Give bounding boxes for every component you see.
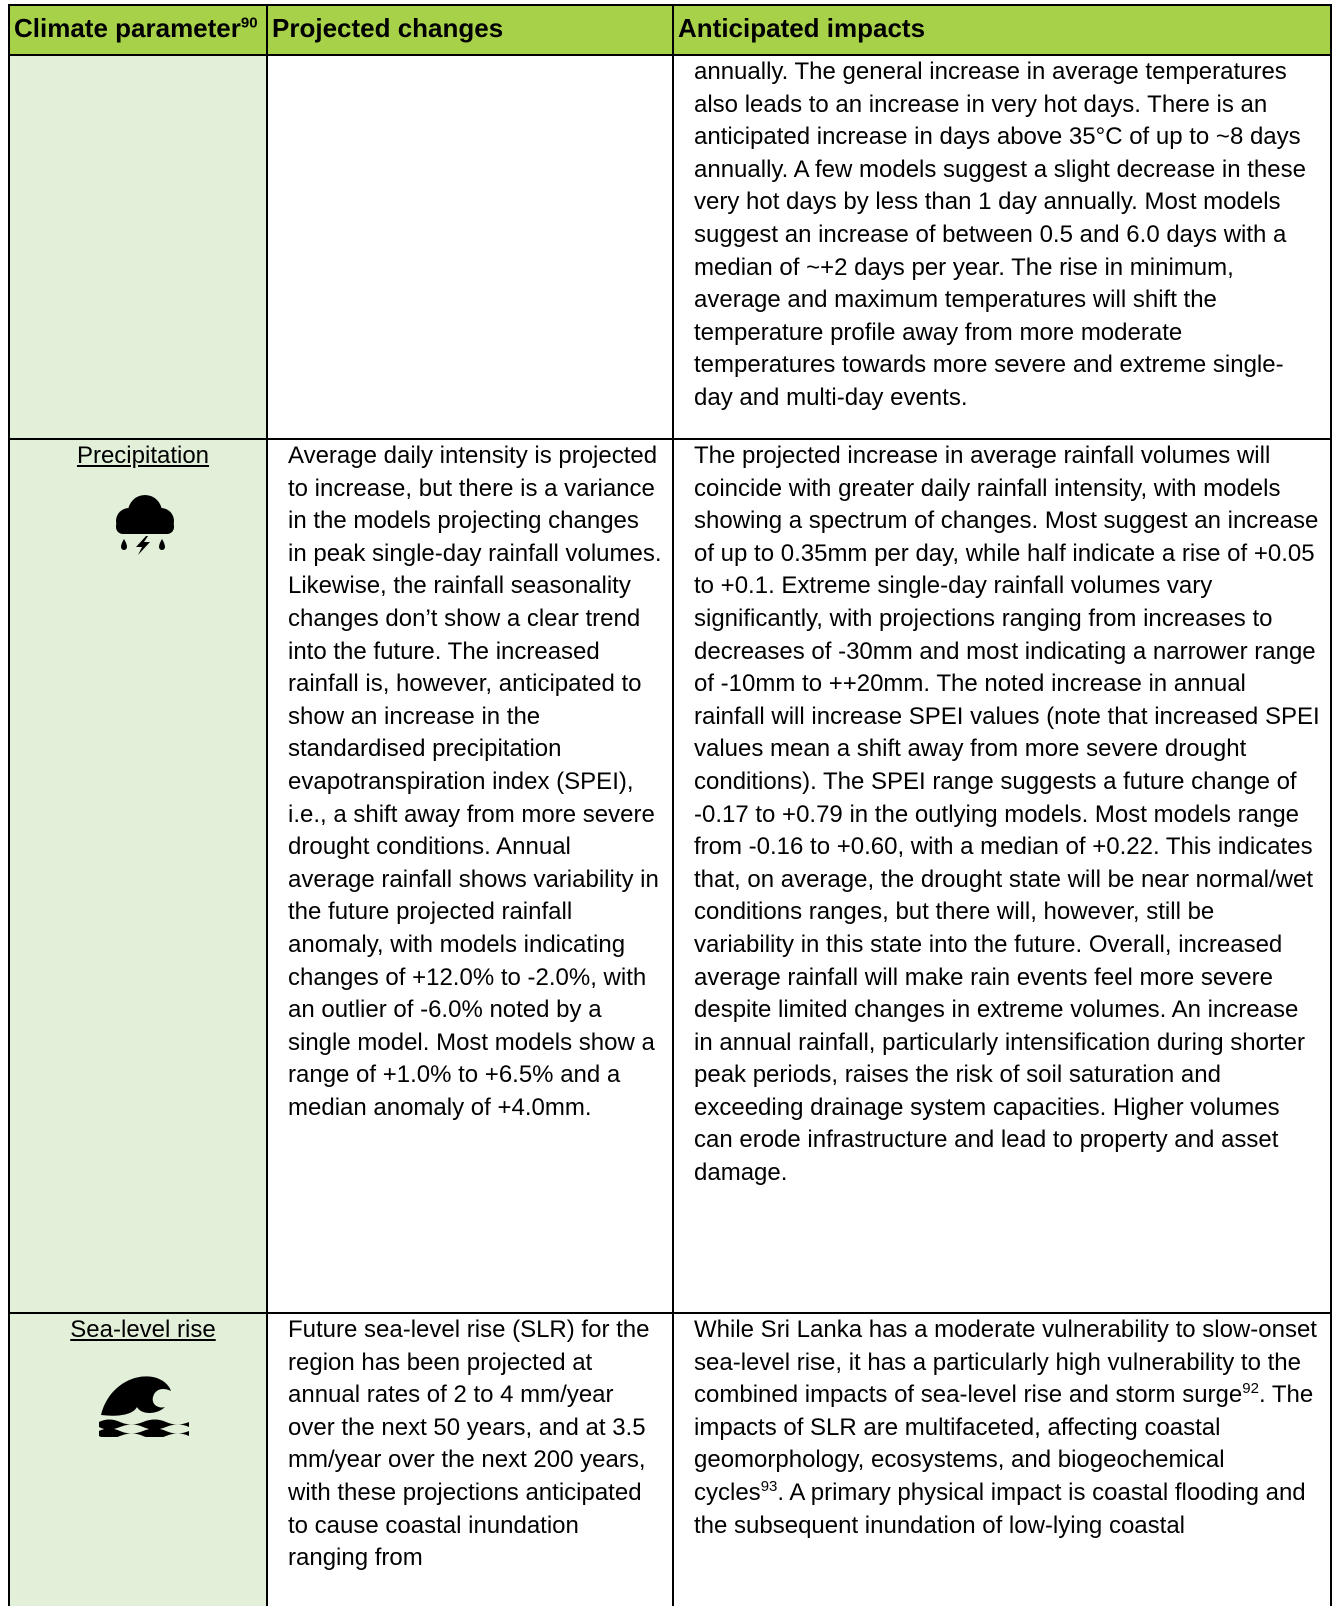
footnote-ref-92: 92 bbox=[1242, 1380, 1259, 1398]
anticipated-impacts-cell: annually. The general increase in average temperatures also leads to an increase in very hot days. There is an anticipated increase in days above 35°C of up to ~8 days annually. A few models suggest a slight decrease in these very hot days by less than 1 day annually. Most models suggest an increase of between 0.5 and 6.0 days with a median of ~+2 days per year. The rise in minimum, average and maximum temperatures will shift the temperature profile away from more moderate temperatures towards more severe and extreme single-day and multi-day events. bbox=[673, 55, 1331, 439]
parameter-link-sea-level-rise[interactable]: Sea-level rise bbox=[70, 1316, 216, 1343]
header-projected-changes: Projected changes bbox=[267, 5, 673, 55]
anticipated-impacts-cell: While Sri Lanka has a moderate vulnerability to slow-onset sea-level rise, it has a particularly high vulnerability to the combined impacts of sea-level rise and storm surge$^{92}$. The impacts of SLR are multifaceted, affecting coastal geomorphology, ecosystems, and biogeochemical cycles$^{93}$. A primary physical impact is coastal flooding and the subsequent inundation of low-lying coastal bbox=[673, 1313, 1331, 1606]
table-row-sea-level-rise bbox=[9, 1313, 1331, 1606]
thunderstorm-rain-icon bbox=[107, 493, 179, 555]
table-header-row bbox=[9, 5, 1331, 55]
header-anticipated-impacts: Anticipated impacts bbox=[673, 5, 1331, 55]
parameter-cell-sea-level-rise bbox=[9, 1313, 267, 1606]
table-row-temperature-continued bbox=[9, 55, 1331, 439]
anticipated-impacts-cell: The projected increase in average rainfall volumes will coincide with greater daily rainfall intensity, with models showing a spectrum of changes. Most suggest an increase of up to 0.35mm per day, while half indicate a rise of +0.05 to +0.1. Extreme single-day rainfall volumes vary significantly, with projections ranging from increases to decreases of -30mm and most indicating a narrower range of -10mm to ++20mm. The noted increase in annual rainfall will increase SPEI values (note that increased SPEI values mean a shift away from more severe drought conditions). The SPEI range suggests a future change of -0.17 to +0.79 in the outlying models. Most models range from -0.16 to +0.60, with a median of +0.22. This indicates that, on average, the drought state will be near normal/wet conditions ranges, but there will, however, still be variability in this state into the future. Overall, increased average rainfall will make rain events feel more severe despite limited changes in extreme volumes. An increase in annual rainfall, particularly intensification during shorter peak periods, raises the risk of soil saturation and exceeding drainage system capacities. Higher volumes can erode infrastructure and lead to property and asset damage. bbox=[673, 439, 1331, 1313]
parameter-cell bbox=[9, 55, 267, 439]
wave-icon bbox=[97, 1367, 189, 1437]
projected-changes-cell: Future sea-level rise (SLR) for the region has been projected at annual rates of 2 to 4 mm/year over the next 50 years, and at 3.5 mm/year over the next 200 years, with these projections anticipated to cause coastal inundation ranging from bbox=[267, 1313, 673, 1606]
table-row-precipitation bbox=[9, 439, 1331, 1313]
projected-changes-cell: Average daily intensity is projected to increase, but there is a variance in the models projecting changes in peak single-day rainfall volumes. Likewise, the rainfall seasonality changes don’t show a clear trend into the future. The increased rainfall is, however, anticipated to show an increase in the standardised precipitation evapotranspiration index (SPEI), i.e., a shift away from more severe drought conditions. Annual average rainfall shows variability in the future projected rainfall anomaly, with models indicating changes of +12.0% to -2.0%, with an outlier of -6.0% noted by a single model. Most models show a range of +1.0% to +6.5% and a median anomaly of +4.0mm. bbox=[267, 439, 673, 1313]
header-climate-parameter: Climate parameter$^{90}$ bbox=[9, 5, 267, 55]
footnote-ref-90: 90 bbox=[240, 14, 258, 32]
parameter-cell-precipitation bbox=[9, 439, 267, 1313]
climate-impacts-table bbox=[8, 4, 1332, 1606]
parameter-link-precipitation[interactable]: Precipitation bbox=[76, 442, 210, 469]
projected-changes-cell bbox=[267, 55, 673, 439]
footnote-ref-93: 93 bbox=[760, 1477, 778, 1495]
